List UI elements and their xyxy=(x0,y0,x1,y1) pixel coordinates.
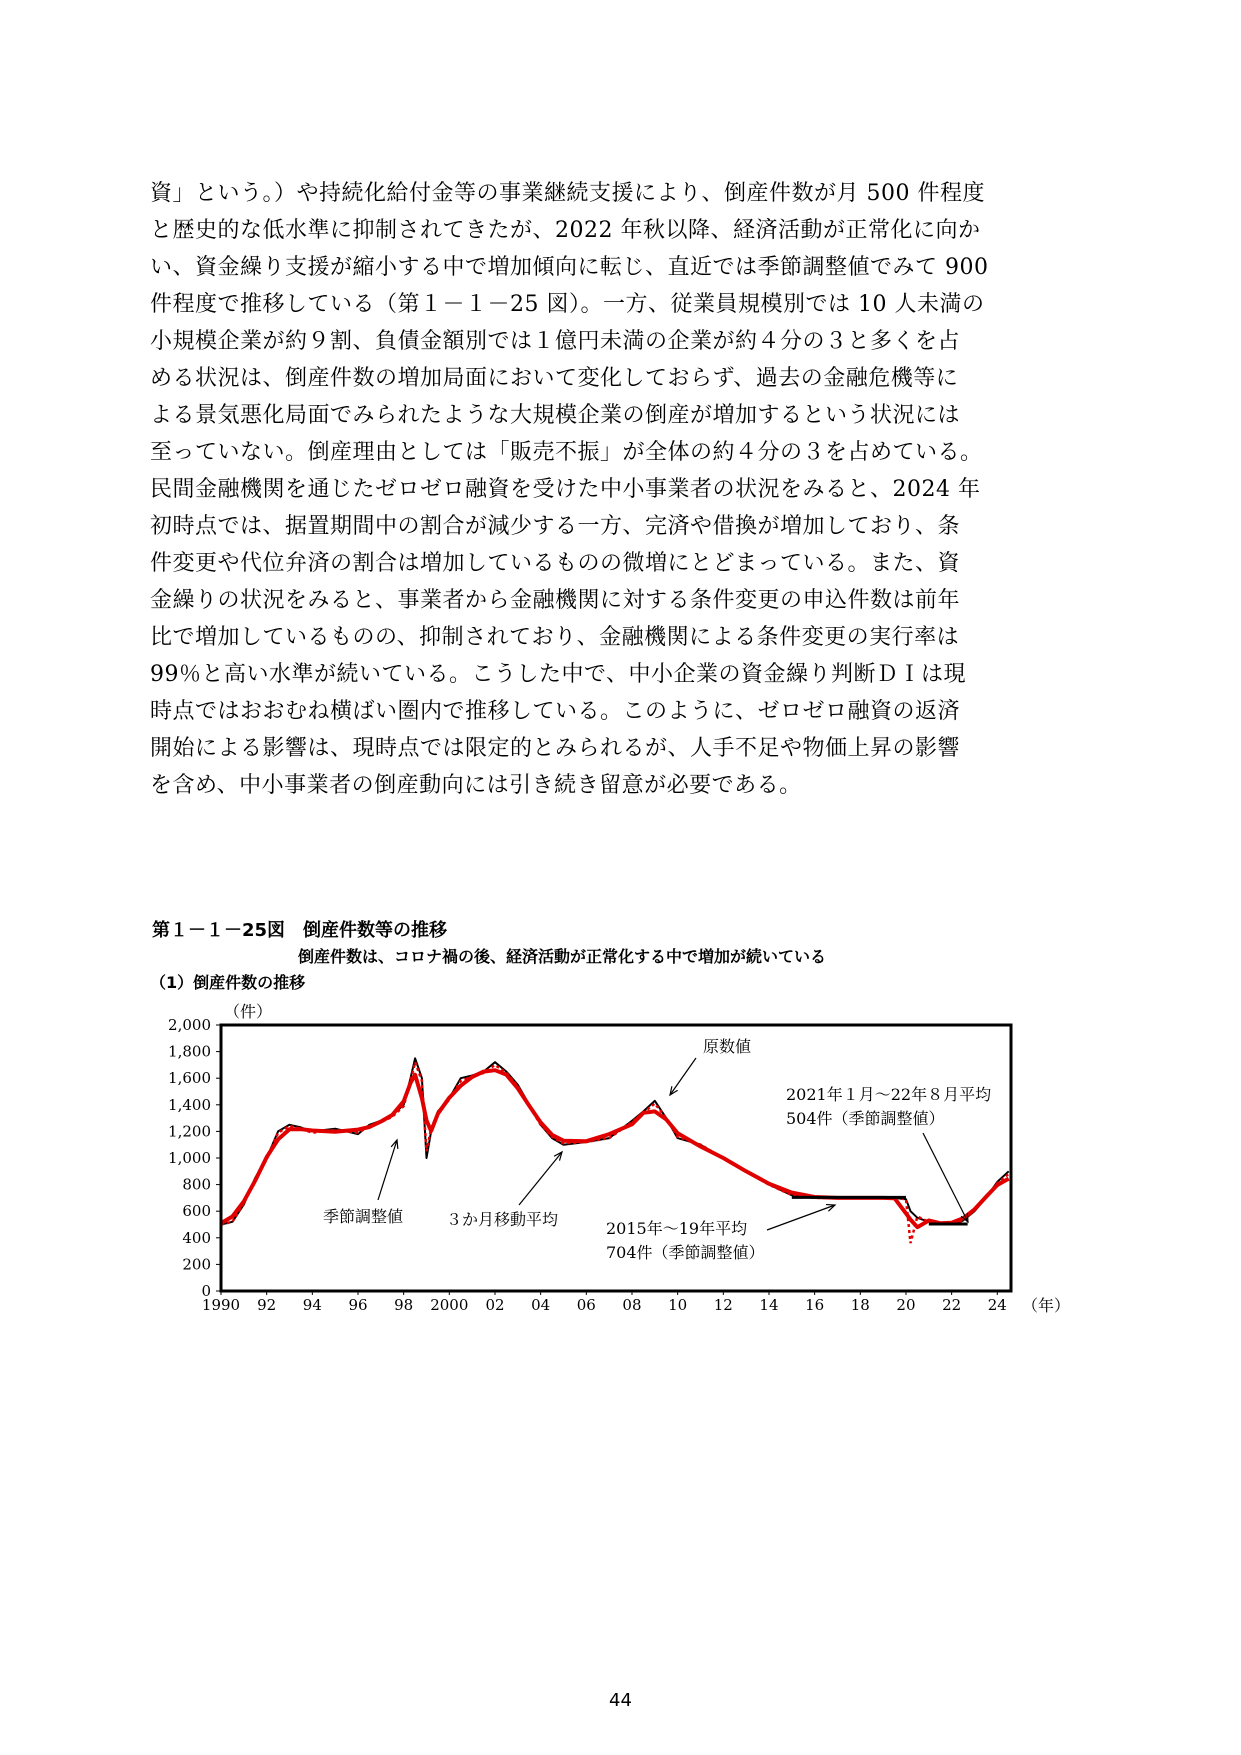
panel-title: （1）倒産件数の推移 xyxy=(150,973,306,992)
x-tick-label: 98 xyxy=(394,1296,414,1314)
body-line: 金繰りの状況をみると、事業者から金融機関に対する条件変更の申込件数は前年 xyxy=(150,588,961,613)
x-tick-label: 92 xyxy=(257,1296,277,1314)
annotation-avg-2021-2022-title: 2021年１月～22年８月平均 xyxy=(786,1085,992,1104)
annotation-moving-average: ３か月移動平均 xyxy=(446,1210,559,1229)
body-line: 99％と高い水準が続いている。こうした中で、中小企業の資金繰り判断ＤＩは現 xyxy=(150,662,967,687)
y-tick-label: 1,000 xyxy=(168,1149,211,1167)
y-tick-label: 2,000 xyxy=(168,1016,211,1034)
x-tick-label: 94 xyxy=(302,1296,322,1314)
x-tick-label: 04 xyxy=(531,1296,551,1314)
annotation-seasonally-adjusted: 季節調整値 xyxy=(323,1207,404,1226)
body-line: 件程度で推移している（第１－１－25 図）。一方、従業員規模別では 10 人未満の xyxy=(150,292,985,317)
y-tick-label: 0 xyxy=(201,1282,211,1300)
x-tick-label: 16 xyxy=(805,1296,825,1314)
annotation-arrow xyxy=(378,1140,397,1200)
body-line: 小規模企業が約９割、負債金額別では１億円未満の企業が約４分の３と多くを占 xyxy=(150,329,961,354)
x-tick-label: 18 xyxy=(850,1296,870,1314)
annotation-avg-2015-2019-title: 2015年～19年平均 xyxy=(606,1219,748,1238)
body-line: 至っていない。倒産理由としては「販売不振」が全体の約４分の３を占めている。 xyxy=(150,440,983,465)
annotation-arrow xyxy=(519,1152,562,1205)
annotation-arrow xyxy=(923,1133,968,1222)
annotation-raw-values: 原数値 xyxy=(703,1037,752,1056)
body-line: 民間金融機関を通じたゼロゼロ融資を受けた中小事業者の状況をみると、2024 年 xyxy=(150,477,981,502)
x-tick-label: 20 xyxy=(896,1296,916,1314)
y-tick-label: 600 xyxy=(182,1202,211,1221)
body-line: める状況は、倒産件数の増加局面において変化しておらず、過去の金融危機等に xyxy=(150,366,959,391)
body-line: 件変更や代位弁済の割合は増加しているものの微増にとどまっている。また、資 xyxy=(150,551,961,576)
x-tick-label: 08 xyxy=(622,1296,642,1314)
y-tick-label: 1,600 xyxy=(168,1069,211,1088)
x-tick-label: 96 xyxy=(348,1296,368,1314)
body-line: い、資金繰り支援が縮小する中で増加傾向に転じ、直近では季節調整値でみて 900 xyxy=(150,255,989,280)
y-tick-label: 800 xyxy=(182,1175,211,1194)
annotation-arrow xyxy=(767,1205,835,1230)
annotation-arrow xyxy=(670,1058,696,1095)
x-tick-label: 02 xyxy=(485,1296,505,1314)
page-number: 44 xyxy=(609,1690,632,1711)
y-tick-label: 400 xyxy=(182,1228,211,1247)
body-line: 時点ではおおむね横ばい圏内で推移している。このように、ゼロゼロ融資の返済 xyxy=(150,699,961,724)
body-line: よる景気悪化局面でみられたような大規模企業の倒産が増加するという状況には xyxy=(150,403,961,428)
y-tick-label: 1,800 xyxy=(168,1042,211,1061)
annotation-avg-2015-2019-value: 704件（季節調整値） xyxy=(606,1243,765,1262)
body-text xyxy=(150,175,1095,804)
y-tick-label: 200 xyxy=(182,1255,211,1274)
x-tick-label: 10 xyxy=(668,1296,688,1314)
figure-title: 第１－１－25図 倒産件数等の推移 xyxy=(152,920,448,941)
y-tick-label: 1,400 xyxy=(168,1095,211,1114)
x-tick-label: 2000 xyxy=(430,1296,469,1314)
bankruptcy-chart xyxy=(140,1000,1080,1320)
body-line: 開始による影響は、現時点では限定的とみられるが、人手不足や物価上昇の影響 xyxy=(150,736,961,761)
x-tick-label: 24 xyxy=(987,1296,1007,1314)
x-tick-label: 14 xyxy=(759,1296,779,1314)
body-line: 比で増加しているものの、抑制されており、金融機関による条件変更の実行率は xyxy=(150,625,960,650)
y-axis-label: （件） xyxy=(224,1002,273,1021)
body-line: 資」という。）や持続化給付金等の事業継続支援により、倒産件数が月 500 件程度 xyxy=(150,181,985,206)
x-axis-label: （年） xyxy=(1022,1296,1071,1315)
body-line: を含め、中小事業者の倒産動向には引き続き留意が必要である。 xyxy=(150,773,802,798)
x-tick-label: 12 xyxy=(713,1296,733,1314)
body-line: と歴史的な低水準に抑制されてきたが、2022 年秋以降、経済活動が正常化に向か xyxy=(150,218,981,243)
body-line: 初時点では、据置期間中の割合が減少する一方、完済や借換が増加しており、条 xyxy=(150,514,961,539)
figure-subtitle: 倒産件数は、コロナ禍の後、経済活動が正常化する中で増加が続いている xyxy=(298,947,827,966)
x-tick-label: 22 xyxy=(942,1296,962,1314)
x-tick-label: 06 xyxy=(576,1296,596,1314)
y-tick-label: 1,200 xyxy=(168,1122,211,1141)
x-tick-label: 1990 xyxy=(201,1296,241,1314)
annotation-avg-2021-2022-value: 504件（季節調整値） xyxy=(786,1109,945,1128)
